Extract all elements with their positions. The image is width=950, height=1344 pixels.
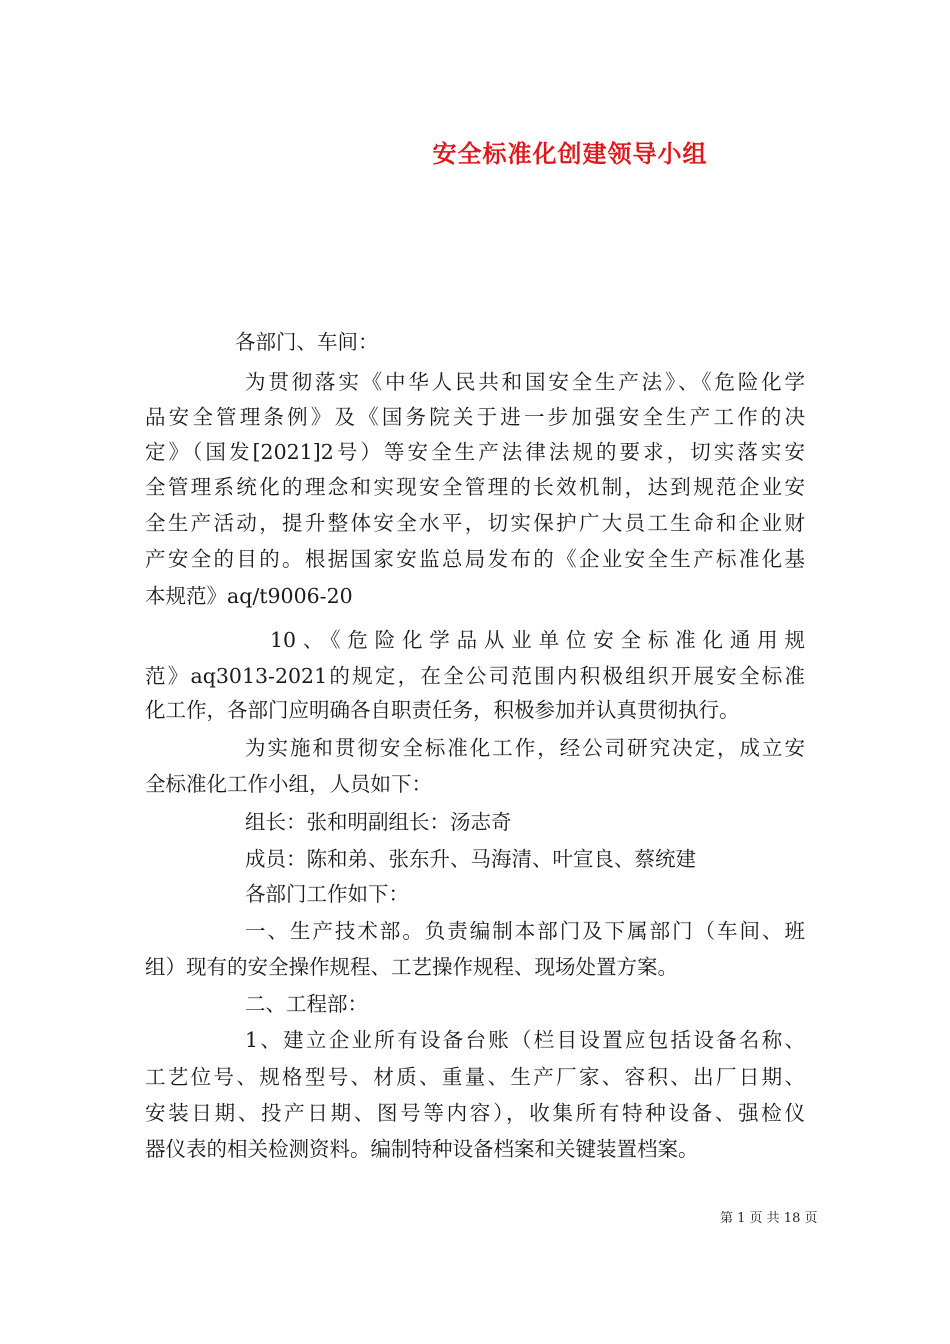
paragraph-line: 本规范》aq/t9006-20: [145, 584, 353, 608]
paragraph-line: 全管理系统化的理念和实现安全管理的长效机制，达到规范企业安: [145, 475, 805, 499]
paragraph-line: 为贯彻落实《中华人民共和国安全生产法》、《危险化学: [245, 370, 805, 394]
paragraph-line: 10、《危险化学品从业单位安全标准化通用规: [270, 628, 805, 652]
paragraph-line: 化工作，各部门应明确各自职责任务，积极参加并认真贯彻执行。: [145, 698, 740, 722]
paragraph-line: 品安全管理条例》及《国务院关于进一步加强安全生产工作的决: [145, 405, 805, 429]
paragraph-line: 为实施和贯彻安全标准化工作，经公司研究决定，成立安: [245, 736, 805, 760]
paragraph-line: 组）现有的安全操作规程、工艺操作规程、现场处置方案。: [145, 955, 678, 979]
paragraph-line: 器仪表的相关检测资料。编制特种设备档案和关键装置档案。: [145, 1137, 699, 1161]
page-number: 第 1 页 共 18 页: [720, 1211, 818, 1226]
paragraph-line: 一、生产技术部。负责编制本部门及下属部门（车间、班: [245, 919, 805, 943]
section-heading: 二、工程部：: [245, 992, 368, 1016]
group-members-line: 成员：陈和弟、张东升、马海清、叶宣良、蔡统建: [245, 847, 696, 871]
paragraph-line: 定》（国发[2021]2号）等安全生产法律法规的要求，切实落实安: [145, 440, 805, 464]
group-leader-line: 组长：张和明副组长：汤志奇: [245, 810, 512, 834]
paragraph-line: 工艺位号、规格型号、材质、重量、生产厂家、容积、出厂日期、: [145, 1065, 805, 1089]
paragraph-line: 全标准化工作小组，人员如下：: [145, 772, 432, 796]
paragraph-line: 1、建立企业所有设备台账（栏目设置应包括设备名称、: [245, 1028, 805, 1052]
salutation: 各部门、车间：: [235, 330, 379, 354]
document-title: 安全标准化创建领导小组: [432, 139, 708, 168]
section-intro: 各部门工作如下：: [245, 882, 409, 906]
paragraph-line: 范》aq3013-2021的规定，在全公司范围内积极组织开展安全标准: [145, 664, 805, 688]
paragraph-line: 全生产活动，提升整体安全水平，切实保护广大员工生命和企业财: [145, 511, 805, 535]
paragraph-line: 安装日期、投产日期、图号等内容），收集所有特种设备、强检仪: [145, 1101, 805, 1125]
paragraph-line: 产安全的目的。根据国家安监总局发布的《企业安全生产标准化基: [145, 547, 805, 571]
